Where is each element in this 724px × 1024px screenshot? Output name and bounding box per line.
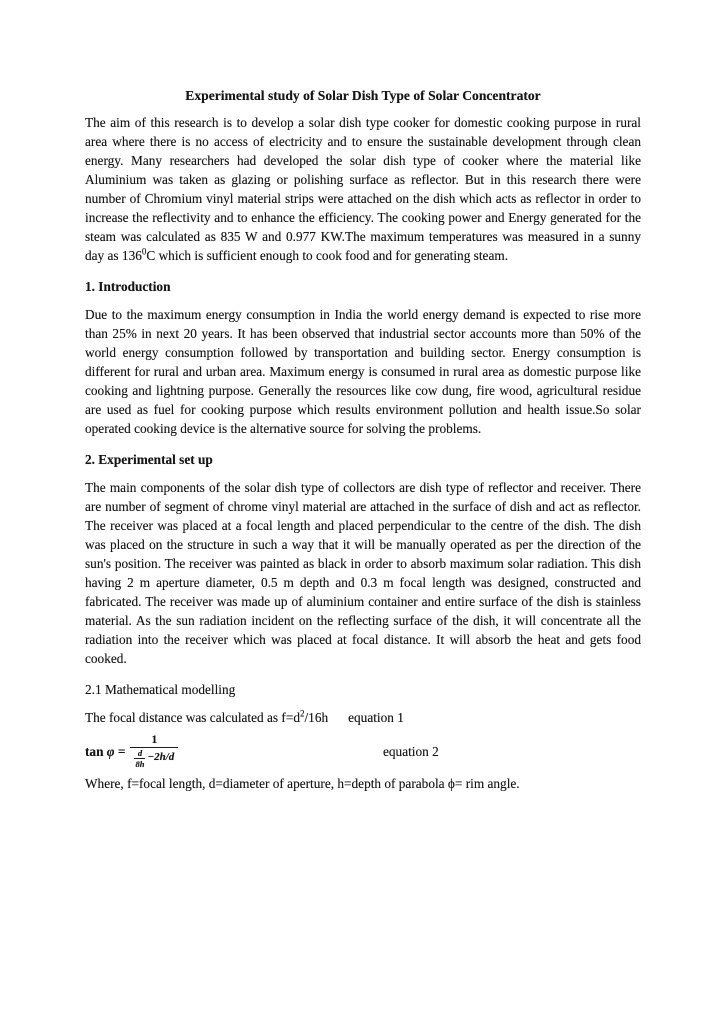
denominator-remainder: −2h/d: [147, 751, 175, 763]
temperature-degree-superscript: 0: [141, 246, 147, 257]
section-heading-introduction: 1. Introduction: [85, 279, 171, 294]
equation-2-line: [85, 734, 641, 769]
page-content: [85, 86, 641, 793]
equation-1-text-after: /16h: [304, 710, 329, 725]
equation-2-formula: [85, 734, 383, 769]
equation-2-label: equation 2: [383, 744, 439, 759]
equation-1-label: equation 1: [348, 710, 404, 725]
tan-operator: tan: [85, 744, 107, 759]
abstract-text-2: C which is sufficient enough to cook food and for generating steam.: [146, 248, 509, 263]
equation-1-exponent: 2: [299, 708, 305, 719]
fraction-numerator: 1: [151, 734, 158, 746]
subsection-heading-mathematical-modelling: 2.1 Mathematical modelling: [85, 682, 236, 697]
abstract-text-1: The aim of this research is to develop a solar dish type cooker for domestic cooking purpose in rural area where there is no access of electricity and to ensure the sustainable development through clean energy. Many researchers had developed the solar dish type of cooker where the material like Aluminium was taken as glazing or polishing surface as reflector. But in this research there were number of Chromium vinyl material strips were attached on the dish which acts as reflector in order to increase the reflectivity and to enhance the efficiency. The cooking power and Energy generated for the steam was calculated as 835 W and 0.977 KW.The maximum temperatures was measured in a sunny day as 136: [85, 115, 641, 263]
equation-2-lhs: [85, 742, 125, 761]
introduction-paragraph: Due to the maximum energy consumption in India the world energy demand is expected to rise more than 25% in next 20 years. It has been observed that industrial sector accounts more than 50% of the world energy consumption followed by transportation and building sector. Energy consumption is different for rural and urban area. Maximum energy is consumed in rural area as domestic purpose like cooking and lightning purpose. Generally the resources like cow dung, fire wood, agricultural residue are used as fuel for cooking purpose which results environment pollution and health issue.So solar operated cooking device is the alternative source for solving the problems.: [85, 307, 641, 436]
variable-definitions-line: Where, f=focal length, d=diameter of aperture, h=depth of parabola ϕ= rim angle.: [85, 776, 520, 791]
paper-title: Experimental study of Solar Dish Type of Solar Concentrator: [185, 88, 541, 103]
phi-symbol: φ: [106, 744, 115, 759]
equation-1-text: The focal distance was calculated as f=d: [85, 710, 300, 725]
equals-sign: =: [114, 744, 126, 759]
inner-fraction: [134, 749, 145, 769]
inner-fraction-denominator: 8h: [135, 759, 145, 769]
equation-1-line: [85, 708, 641, 727]
experimental-setup-paragraph: The main components of the solar dish type of collectors are dish type of reflector and receiver. There are number of segment of chrome vinyl material are attached in the surface of dish and act as reflector. The receiver was placed at a focal length and placed perpendicular to the centre of the dish. The dish was placed on the structure in such a way that it will be manually operated as per the direction of the sun's position. The receiver was painted as black in order to absorb maximum solar radiation. This dish having 2 m aperture diameter, 0.5 m depth and 0.3 m focal length was designed, constructed and fabricated. The receiver was made up of aluminium container and entire surface of the dish is stainless material. As the sun radiation incident on the reflecting surface of the dish, it will concentrate all the radiation into the receiver which was placed at focal distance. It will absorb the heat and gets food cooked.: [85, 480, 641, 666]
abstract-paragraph: [85, 113, 641, 265]
inner-fraction-numerator: d: [137, 748, 143, 758]
section-heading-experimental-setup: 2. Experimental set up: [85, 452, 213, 467]
fraction-denominator: [130, 747, 178, 769]
main-fraction: [130, 734, 178, 769]
